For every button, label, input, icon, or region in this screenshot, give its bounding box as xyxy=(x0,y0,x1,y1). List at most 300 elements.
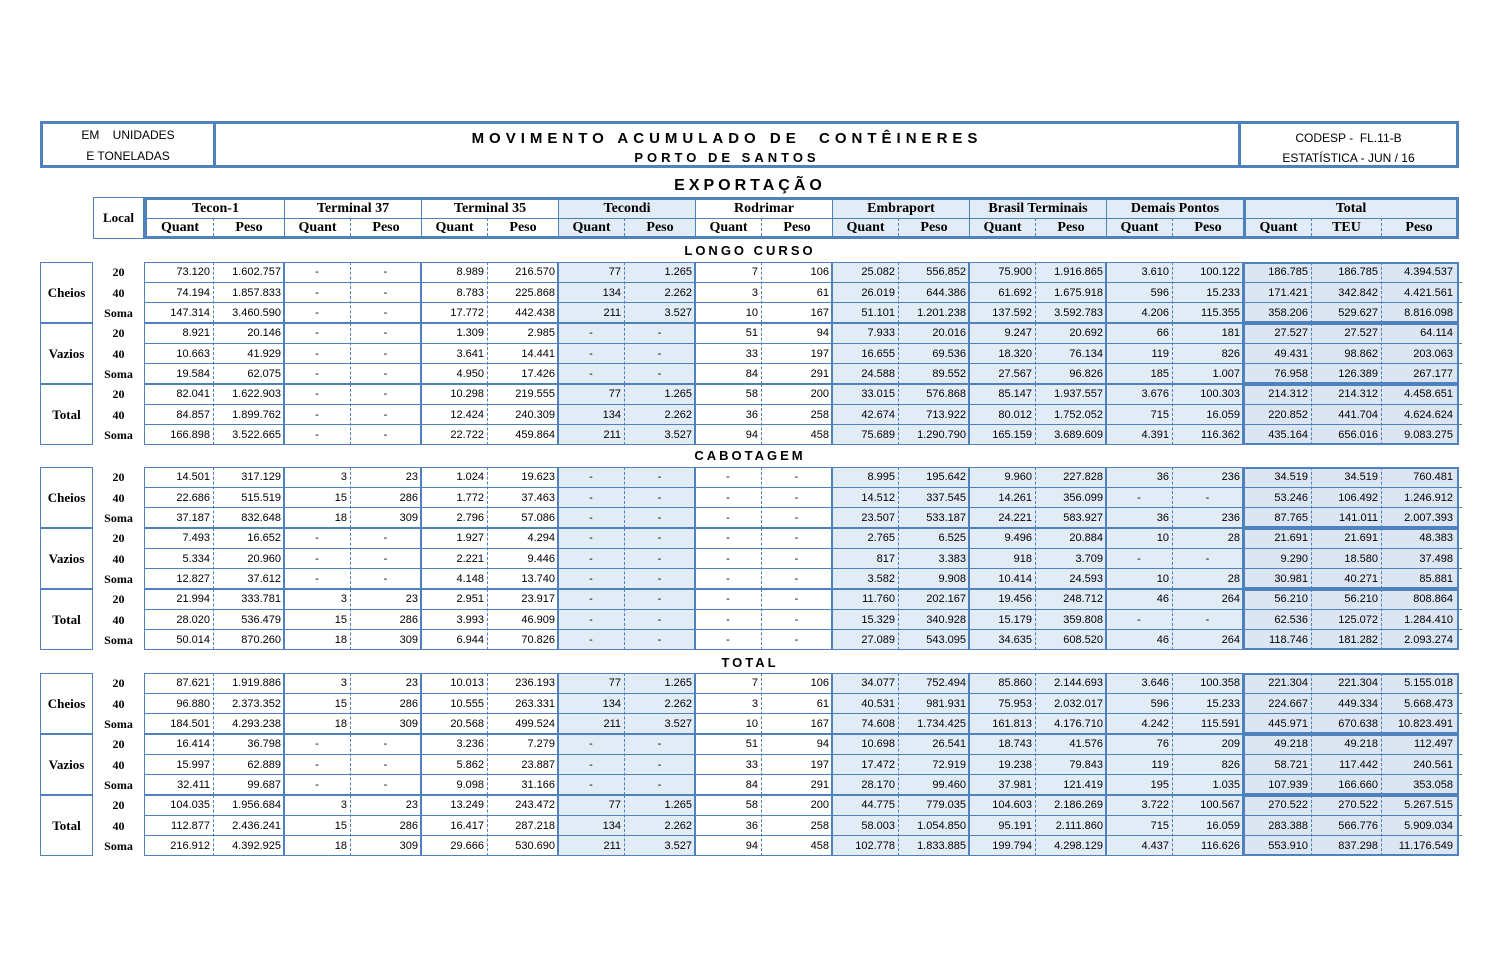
table-row xyxy=(93,610,1459,630)
table-cell: - xyxy=(794,573,799,585)
table-cell: - xyxy=(315,307,319,319)
table-cell: - xyxy=(726,471,730,483)
table-cell: 5.668.473 xyxy=(1404,698,1453,710)
table-cell: 15.329 xyxy=(861,614,895,626)
table-cell: 75.900 xyxy=(998,266,1032,278)
table-cell: - xyxy=(726,553,730,565)
table-cell: 3.689.609 xyxy=(1054,429,1103,441)
group-header: Tecon-1 xyxy=(147,200,284,218)
table-cell: 15 xyxy=(334,492,347,504)
table-cell: 181 xyxy=(1221,327,1240,339)
row-group-label: Total xyxy=(40,795,93,856)
row-label: Soma xyxy=(104,572,133,586)
table-cell: 1.265 xyxy=(664,388,692,400)
table-cell: 214.312 xyxy=(1268,388,1308,400)
table-cell: - xyxy=(589,634,593,646)
row-label: 20 xyxy=(112,737,125,751)
table-cell: 10 xyxy=(1156,532,1169,544)
table-cell: 16.059 xyxy=(1206,820,1240,832)
table-cell: 1.916.865 xyxy=(1054,266,1103,278)
column-subheader: Peso xyxy=(350,218,421,236)
table-cell: 18 xyxy=(334,718,347,730)
row-group xyxy=(40,323,1459,384)
table-cell: 37.463 xyxy=(521,492,555,504)
table-cell: 2.373.352 xyxy=(232,698,281,710)
table-cell: - xyxy=(794,471,799,483)
table-cell: 1.035 xyxy=(1212,779,1240,791)
table-cell: 287.218 xyxy=(515,820,555,832)
table-cell: 1.290.790 xyxy=(917,429,966,441)
row-group-label: Total xyxy=(40,589,93,650)
table-cell: 21.994 xyxy=(176,593,210,605)
column-subheader: Quant xyxy=(147,218,213,236)
table-cell: 51.101 xyxy=(861,307,895,319)
table-cell: 41.576 xyxy=(1069,738,1103,750)
block-title: CABOTAGEM xyxy=(694,448,806,463)
table-cell: 3 xyxy=(340,471,347,483)
column-subheader: TEU xyxy=(1311,218,1381,236)
table-cell: 28 xyxy=(1227,573,1240,585)
table-row xyxy=(93,714,1459,734)
table-cell: 27.527 xyxy=(1344,327,1378,339)
table-cell: 9.247 xyxy=(1004,327,1032,339)
table-cell: 100.358 xyxy=(1200,677,1240,689)
column-subheader: Peso xyxy=(213,218,284,236)
group-header: Demais Pontos xyxy=(1106,200,1243,218)
table-cell: 3.522.665 xyxy=(232,429,281,441)
table-cell: 1.602.757 xyxy=(232,266,281,278)
table-cell: 309 xyxy=(399,718,418,730)
table-cell: 1.772 xyxy=(456,492,484,504)
table-cell: 46.909 xyxy=(521,614,555,626)
table-cell: 2.262 xyxy=(664,820,692,832)
table-cell: 752.494 xyxy=(926,677,966,689)
table-cell: 134 xyxy=(602,698,621,710)
table-cell: 608.520 xyxy=(1063,634,1103,646)
table-cell: 20.960 xyxy=(247,553,281,565)
table-cell: 167 xyxy=(810,307,829,319)
table-cell: 134 xyxy=(602,409,621,421)
table-cell: 3 xyxy=(340,677,347,689)
table-cell: - xyxy=(383,327,388,339)
table-cell: 340.928 xyxy=(926,614,966,626)
group-header: Terminal 35 xyxy=(421,200,558,218)
table-cell: - xyxy=(383,287,388,299)
report-title-box xyxy=(213,124,1241,165)
table-row xyxy=(93,344,1459,364)
table-cell: 270.522 xyxy=(1268,799,1308,811)
table-cell: 359.808 xyxy=(1063,614,1103,626)
table-cell: 817 xyxy=(876,553,895,565)
table-cell: 49.218 xyxy=(1274,738,1308,750)
table-row xyxy=(93,528,1459,548)
table-cell: 15 xyxy=(334,698,347,710)
table-cell: 36 xyxy=(1156,471,1169,483)
table-cell: 56.210 xyxy=(1344,593,1378,605)
table-cell: 75.953 xyxy=(998,698,1032,710)
table-cell: 28 xyxy=(1227,532,1240,544)
row-group xyxy=(40,384,1459,445)
table-cell: 4.437 xyxy=(1141,840,1169,852)
table-cell: 267.177 xyxy=(1413,368,1453,380)
table-cell: 10.823.491 xyxy=(1397,718,1453,730)
table-cell: 286 xyxy=(399,614,418,626)
table-cell: 137.592 xyxy=(992,307,1032,319)
table-cell: 3 xyxy=(751,698,758,710)
column-subheader: Quant xyxy=(832,218,898,236)
table-cell: 77 xyxy=(608,677,621,689)
table-cell: 1.857.833 xyxy=(232,287,281,299)
table-cell: - xyxy=(657,759,662,771)
table-cell: 2.985 xyxy=(527,327,555,339)
row-group xyxy=(40,528,1459,589)
table-cell: 435.164 xyxy=(1268,429,1308,441)
table-cell: 458 xyxy=(810,840,829,852)
table-row xyxy=(93,508,1459,528)
table-cell: 48.383 xyxy=(1419,532,1453,544)
table-cell: 1.284.410 xyxy=(1404,614,1453,626)
table-cell: - xyxy=(315,287,319,299)
column-subheader: Quant xyxy=(1106,218,1172,236)
table-cell: 18.320 xyxy=(998,348,1032,360)
table-cell: - xyxy=(383,532,388,544)
table-cell: 51 xyxy=(745,738,758,750)
table-cell: 14.501 xyxy=(176,471,210,483)
table-cell: 3.610 xyxy=(1141,266,1169,278)
table-cell: 77 xyxy=(608,266,621,278)
row-label: Soma xyxy=(104,633,133,647)
row-label: 20 xyxy=(112,470,125,484)
table-cell: 14.441 xyxy=(521,348,555,360)
row-group xyxy=(40,673,1459,734)
table-cell: 449.334 xyxy=(1338,698,1378,710)
table-cell: 543.095 xyxy=(926,634,966,646)
table-cell: - xyxy=(726,614,730,626)
table-cell: - xyxy=(657,368,662,380)
table-row xyxy=(93,755,1459,775)
local-header: Local xyxy=(93,197,144,239)
table-cell: 69.536 xyxy=(932,348,966,360)
table-row xyxy=(93,549,1459,569)
table-cell: 203.063 xyxy=(1413,348,1453,360)
table-cell: - xyxy=(726,512,730,524)
table-cell: - xyxy=(589,512,593,524)
table-cell: 2.007.393 xyxy=(1404,512,1453,524)
table-cell: 3 xyxy=(340,593,347,605)
row-group-label: Total xyxy=(40,384,93,445)
table-cell: - xyxy=(315,327,319,339)
table-cell: 442.438 xyxy=(515,307,555,319)
table-cell: 28.170 xyxy=(861,779,895,791)
table-cell: 5.267.515 xyxy=(1404,799,1453,811)
table-row xyxy=(93,816,1459,836)
row-label: Soma xyxy=(104,306,133,320)
table-cell: 1.833.885 xyxy=(917,840,966,852)
table-cell: - xyxy=(657,573,662,585)
table-cell: 23 xyxy=(405,799,418,811)
row-label: 20 xyxy=(112,387,125,401)
table-cell: 309 xyxy=(399,512,418,524)
table-cell: - xyxy=(794,614,799,626)
table-cell: 258 xyxy=(810,409,829,421)
table-cell: 211 xyxy=(603,840,621,852)
table-cell: 58.721 xyxy=(1274,759,1308,771)
table-cell: 87.621 xyxy=(176,677,210,689)
table-cell: 240.309 xyxy=(515,409,555,421)
table-cell: - xyxy=(315,266,319,278)
table-row xyxy=(93,303,1459,323)
table-cell: 832.648 xyxy=(241,512,281,524)
table-cell: 51 xyxy=(745,327,758,339)
table-cell: 80.012 xyxy=(998,409,1032,421)
table-cell: 309 xyxy=(399,634,418,646)
table-cell: 184.501 xyxy=(170,718,210,730)
table-row xyxy=(93,589,1459,609)
table-cell: 17.472 xyxy=(861,759,895,771)
table-cell: 119 xyxy=(1151,348,1169,360)
row-label: Soma xyxy=(104,511,133,525)
column-subheader: Peso xyxy=(1172,218,1243,236)
table-cell: 23.917 xyxy=(521,593,555,605)
table-cell: 46 xyxy=(1156,593,1169,605)
row-label: 40 xyxy=(112,819,125,833)
table-cell: 107.939 xyxy=(1268,779,1308,791)
table-cell: 95.191 xyxy=(998,820,1032,832)
table-cell: 1.927 xyxy=(456,532,484,544)
table-cell: 1.937.557 xyxy=(1054,388,1103,400)
table-cell: 533.187 xyxy=(926,512,966,524)
table-cell: 89.552 xyxy=(932,368,966,380)
table-cell: 264 xyxy=(1221,593,1240,605)
table-cell: 77 xyxy=(608,799,621,811)
table-cell: 826 xyxy=(1221,348,1240,360)
table-cell: - xyxy=(589,348,593,360)
table-cell: 441.704 xyxy=(1338,409,1378,421)
table-cell: - xyxy=(657,738,662,750)
table-cell: 112.877 xyxy=(171,820,210,832)
table-cell: - xyxy=(794,532,799,544)
table-cell: 19.456 xyxy=(998,593,1032,605)
table-cell: - xyxy=(657,532,662,544)
table-cell: - xyxy=(383,388,388,400)
row-label: Soma xyxy=(104,367,133,381)
table-row xyxy=(93,384,1459,404)
table-cell: 8.995 xyxy=(867,471,895,483)
table-cell: 16.414 xyxy=(176,738,210,750)
table-cell: 202.167 xyxy=(926,593,966,605)
table-cell: 185 xyxy=(1150,368,1169,380)
table-cell: - xyxy=(383,348,388,360)
table-cell: 94 xyxy=(745,840,758,852)
table-cell: 1.007 xyxy=(1212,368,1240,380)
table-cell: 23 xyxy=(405,677,418,689)
table-cell: 57.086 xyxy=(521,512,555,524)
table-cell: 2.221 xyxy=(456,553,484,565)
row-group-label: Cheios xyxy=(40,673,93,734)
column-subheader: Peso xyxy=(487,218,558,236)
table-cell: 1.246.912 xyxy=(1404,492,1453,504)
table-cell: - xyxy=(657,634,662,646)
table-cell: 556.852 xyxy=(926,266,966,278)
table-cell: 13.249 xyxy=(450,799,484,811)
table-cell: 10.663 xyxy=(176,348,210,360)
block-title: LONGO CURSO xyxy=(684,243,816,258)
table-cell: 42.674 xyxy=(861,409,895,421)
table-cell: 3.527 xyxy=(664,429,692,441)
table-cell: 20.884 xyxy=(1069,532,1103,544)
table-cell: 283.388 xyxy=(1268,820,1308,832)
table-cell: 3.709 xyxy=(1075,553,1103,565)
table-cell: 1.054.850 xyxy=(917,820,966,832)
table-cell: - xyxy=(657,492,662,504)
table-cell: 211 xyxy=(603,429,621,441)
table-cell: 119 xyxy=(1151,759,1169,771)
table-cell: 23 xyxy=(405,471,418,483)
table-cell: 36 xyxy=(1156,512,1169,524)
table-cell: 286 xyxy=(399,492,418,504)
table-cell: 28.020 xyxy=(176,614,210,626)
table-cell: - xyxy=(657,348,662,360)
table-cell: 96.880 xyxy=(176,698,210,710)
table-cell: 100.122 xyxy=(1200,266,1240,278)
table-cell: 40.531 xyxy=(861,698,895,710)
table-cell: 19.238 xyxy=(998,759,1032,771)
row-label: Soma xyxy=(104,778,133,792)
table-cell: 4.392.925 xyxy=(232,840,281,852)
table-cell: 167 xyxy=(810,718,829,730)
table-cell: 104.035 xyxy=(170,799,210,811)
table-cell: 58 xyxy=(745,388,758,400)
table-cell: 49.431 xyxy=(1274,348,1308,360)
table-cell: 3.527 xyxy=(664,718,692,730)
table-cell: 713.922 xyxy=(926,409,966,421)
table-cell: 2.765 xyxy=(867,532,895,544)
table-cell: 644.386 xyxy=(926,287,966,299)
row-label: Soma xyxy=(104,839,133,853)
table-cell: 18.580 xyxy=(1344,553,1378,565)
table-cell: 2.262 xyxy=(664,409,692,421)
table-cell: - xyxy=(657,471,662,483)
table-cell: 1.265 xyxy=(664,799,692,811)
table-cell: 4.298.129 xyxy=(1054,840,1103,852)
table-row xyxy=(93,364,1459,384)
row-label: 40 xyxy=(112,491,125,505)
table-cell: 15.233 xyxy=(1206,698,1240,710)
table-cell: 209 xyxy=(1221,738,1240,750)
table-cell: 37.498 xyxy=(1419,553,1453,565)
group-header: Total xyxy=(1243,200,1456,218)
table-cell: 102.778 xyxy=(855,840,895,852)
table-cell: 918 xyxy=(1013,553,1032,565)
table-cell: 6.944 xyxy=(456,634,484,646)
table-cell: 15 xyxy=(334,614,347,626)
table-cell: 243.472 xyxy=(515,799,555,811)
table-cell: 1.024 xyxy=(456,471,484,483)
table-cell: 50.014 xyxy=(176,634,210,646)
table-cell: 20.146 xyxy=(247,327,281,339)
table-cell: 85.881 xyxy=(1419,573,1453,585)
table-cell: - xyxy=(589,573,593,585)
table-cell: 73.120 xyxy=(176,266,210,278)
table-cell: 115.591 xyxy=(1201,718,1240,730)
table-row xyxy=(93,795,1459,815)
table-cell: 19.623 xyxy=(521,471,555,483)
table-cell: 596 xyxy=(1150,287,1169,299)
table-cell: 459.864 xyxy=(515,429,555,441)
table-cell: - xyxy=(794,553,799,565)
table-cell: 9.446 xyxy=(527,553,555,565)
table-cell: 258 xyxy=(810,820,829,832)
table-row xyxy=(93,694,1459,714)
table-cell: 25.082 xyxy=(861,266,895,278)
table-cell: - xyxy=(589,492,593,504)
table-cell: 3.641 xyxy=(456,348,484,360)
table-cell: 87.765 xyxy=(1274,512,1308,524)
table-cell: 529.627 xyxy=(1338,307,1378,319)
table-cell: - xyxy=(657,593,662,605)
table-cell: - xyxy=(383,779,388,791)
table-cell: - xyxy=(589,532,593,544)
table-cell: 62.536 xyxy=(1274,614,1308,626)
table-cell: 32.411 xyxy=(177,779,210,791)
table-cell: 2.186.269 xyxy=(1054,799,1103,811)
table-cell: 11.176.549 xyxy=(1398,840,1453,852)
table-cell: 3.722 xyxy=(1141,799,1169,811)
table-cell: 248.712 xyxy=(1063,593,1103,605)
table-cell: - xyxy=(383,409,388,421)
table-cell: 104.603 xyxy=(992,799,1032,811)
table-cell: 286 xyxy=(399,820,418,832)
table-cell: 14.512 xyxy=(861,492,895,504)
table-cell: - xyxy=(383,429,388,441)
row-group xyxy=(40,589,1459,650)
table-cell: 656.016 xyxy=(1338,429,1378,441)
table-cell: 9.083.275 xyxy=(1404,429,1453,441)
table-cell: 94 xyxy=(745,429,758,441)
table-cell: 211 xyxy=(603,718,621,730)
table-cell: 94 xyxy=(816,327,829,339)
table-cell: - xyxy=(657,512,662,524)
table-cell: - xyxy=(657,327,662,339)
table-cell: - xyxy=(726,634,730,646)
table-cell: 4.391 xyxy=(1141,429,1169,441)
table-cell: 583.927 xyxy=(1063,512,1103,524)
table-cell: 7.933 xyxy=(867,327,895,339)
table-cell: 125.072 xyxy=(1338,614,1378,626)
table-cell: 106 xyxy=(810,677,829,689)
row-label: 20 xyxy=(112,531,125,545)
reference-line-1: CODESP - FL.11-B xyxy=(1295,131,1402,145)
table-cell: 2.796 xyxy=(456,512,484,524)
table-cell: 16.059 xyxy=(1206,409,1240,421)
table-cell: - xyxy=(383,368,388,380)
table-row xyxy=(93,467,1459,487)
row-group-label: Cheios xyxy=(40,467,93,528)
table-cell: 1.265 xyxy=(664,677,692,689)
table-cell: - xyxy=(589,553,593,565)
table-cell: 5.334 xyxy=(182,553,210,565)
table-cell: 5.862 xyxy=(456,759,484,771)
table-cell: 3.592.783 xyxy=(1054,307,1103,319)
table-cell: 16.417 xyxy=(450,820,484,832)
row-label: 40 xyxy=(112,758,125,772)
table-cell: 22.686 xyxy=(176,492,210,504)
row-label: 20 xyxy=(112,265,125,279)
table-cell: 61.692 xyxy=(998,287,1032,299)
table-cell: 33 xyxy=(745,759,758,771)
table-cell: 458 xyxy=(810,429,829,441)
table-cell: 12.424 xyxy=(450,409,484,421)
